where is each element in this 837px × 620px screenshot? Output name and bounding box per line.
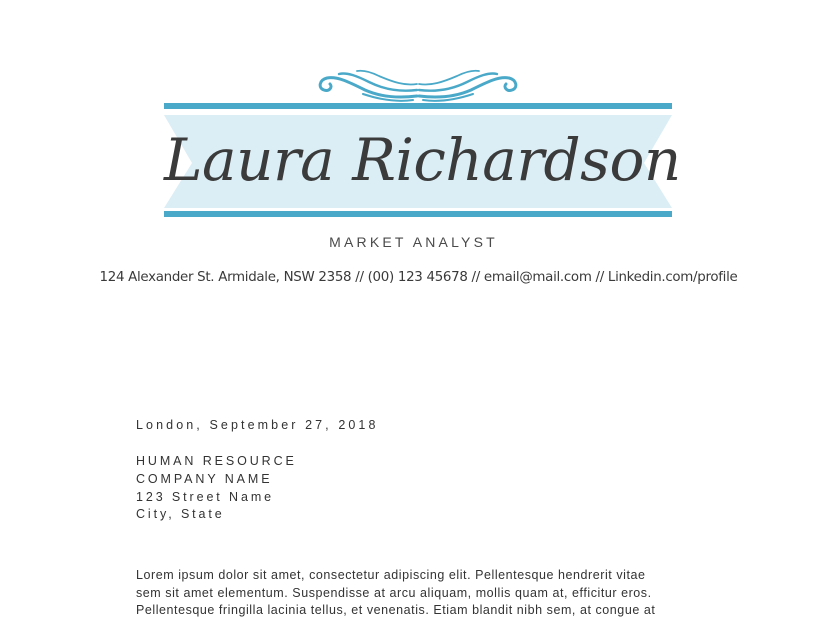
contact-details: 124 Alexander St. Armidale, NSW 2358 // (00) 123 45678 // email@mail.com // Linkedin.com/profile [99, 270, 738, 285]
letter-body [136, 567, 711, 617]
body-line: sem sit amet elementum. Suspendisse at arcu aliquam, mollis quam at, efficitur eros. [136, 585, 652, 600]
recipient-street: 123 Street Name [136, 489, 274, 504]
letter-date: London, September 27, 2018 [136, 418, 379, 432]
body-line: Pellentesque fringilla lacinia tellus, et venenatis. Etiam blandit nibh sem, at congue at [136, 603, 656, 617]
applicant-name: Laura Richardson [164, 126, 681, 194]
body-line: Lorem ipsum dolor sit amet, consectetur adipiscing elit. Pellentesque hendrerit vitae [136, 568, 646, 582]
flourish-ornament-icon [313, 62, 523, 106]
recipient-department: HUMAN RESOURCE [136, 454, 297, 468]
recipient-address [136, 453, 297, 524]
recipient-city: City, State [136, 507, 225, 522]
recipient-company: COMPANY NAME [136, 471, 273, 486]
job-title: MARKET ANALYST [329, 234, 498, 250]
